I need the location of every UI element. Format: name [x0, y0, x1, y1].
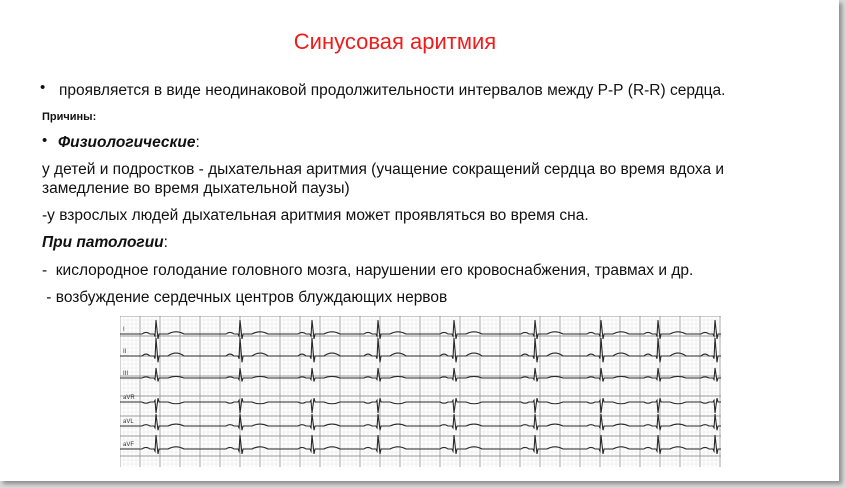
ecg-paper — [120, 316, 721, 467]
slide-title: Синусовая аритмия — [293, 29, 497, 54]
patho-item-2: - возбуждение сердечных центров блуждающих нервов — [42, 289, 448, 306]
physio-heading-text: Физиологические — [58, 134, 196, 151]
physio-children-line1: у детей и подростков - дыхательная аритмия (учащение сокращений сердца во время вдоха и — [42, 161, 725, 178]
ecg-lead-label: aVR — [123, 395, 135, 401]
physio-heading — [58, 133, 200, 153]
patho-heading-text: При патологии — [42, 234, 164, 251]
ecg-strip — [120, 316, 721, 467]
patho-heading-colon: : — [163, 234, 168, 251]
physio-heading-colon: : — [195, 134, 200, 151]
ecg-lead-label: aVL — [123, 419, 134, 425]
physio-children-line2: замедление во время дыхательной паузы) — [42, 180, 350, 197]
patho-heading — [42, 233, 168, 253]
physio-adults: -у взрослых людей дыхательная аритмия может проявляться во время сна. — [42, 207, 589, 224]
ecg-lead-label: I — [123, 327, 125, 333]
ecg-lead-label: III — [123, 371, 129, 377]
intro-text: проявляется в виде неодинаковой продолжительности интервалов между Р-Р (R-R) сердца. — [59, 82, 726, 99]
patho-item-1: - кислородное голодание головного мозга, нарушении его кровоснабжения, травмах и др. — [42, 262, 694, 279]
bullet-dot: • — [40, 79, 46, 96]
bullet-dot: • — [42, 132, 48, 149]
ecg-lead-label: II — [123, 349, 127, 355]
causes-label: Причины: — [42, 111, 97, 123]
ecg-lead-label: aVF — [123, 442, 135, 448]
